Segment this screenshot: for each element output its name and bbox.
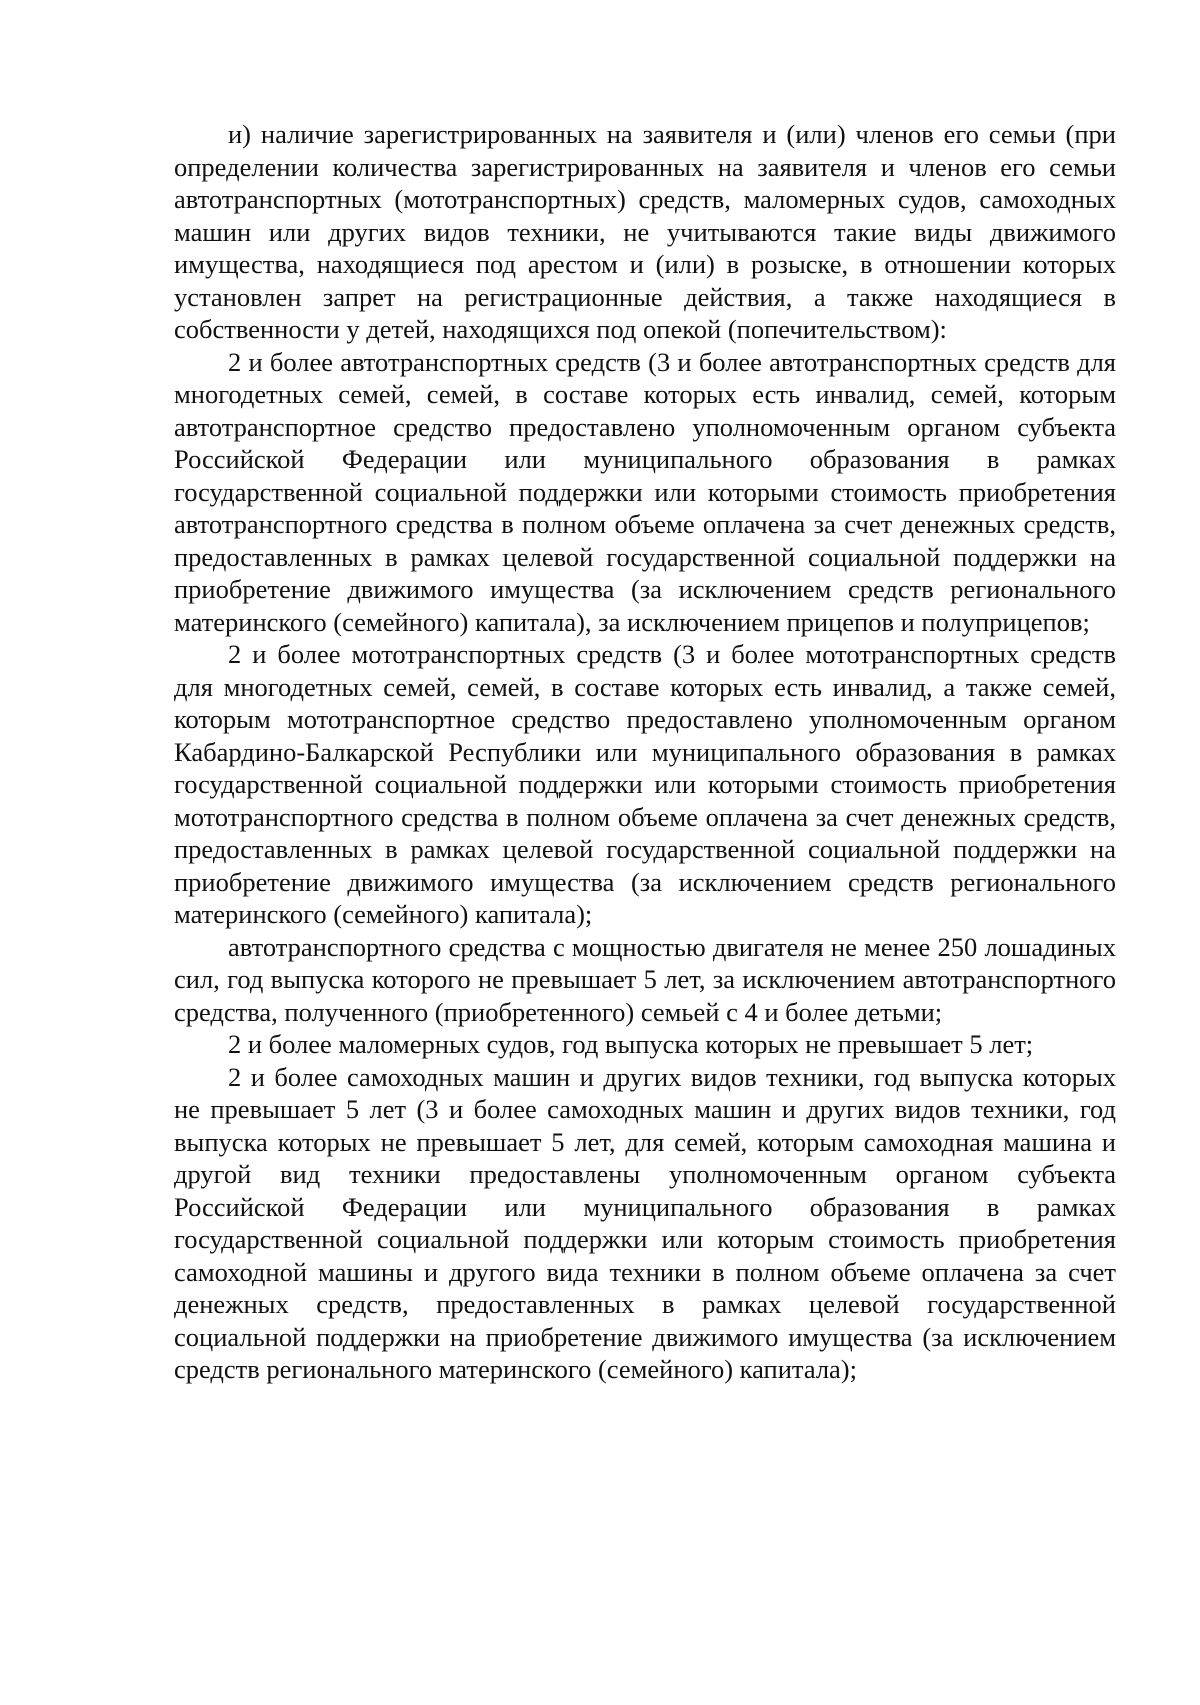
paragraph-cars: 2 и более автотранспортных средств (3 и более автотранспортных средств для многодетных семей, семей, в составе которых есть инвалид, семей, которым автотранспортное средство предоставлено уполномоченным органом субъекта Российской Федерации или муниципального образования в рамках государственной социальной поддержки или которыми стоимость приобретения автотранспортного средства в полном объеме оплачена за счет денежных средств, предоставленных в рамках целевой государственной социальной поддержки на приобретение движимого имущества (за исключением средств регионального материнского (семейного) капитала), за исключением прицепов и полуприцепов; <box>174 346 1116 637</box>
paragraph-small-vessels: 2 и более маломерных судов, год выпуска которых не превышает 5 лет; <box>228 1029 1034 1059</box>
paragraph-motorcycles: 2 и более мототранспортных средств (3 и более мототранспортных средств для многодетных семей, семей, в составе которых есть инвалид, а также семей, которым мототранспортное средство предоставлено уполномоченным органом Кабардино-Балкарской Республики или муниципального образования в рамках государственной социальной поддержки или которыми стоимость приобретения мототранспортного средства в полном объеме оплачена за счет денежных средств, предоставленных в рамках целевой государственной социальной поддержки на приобретение движимого имущества (за исключением средств регионального материнского (семейного) капитала); <box>174 639 1116 929</box>
document-body <box>174 118 1116 1386</box>
paragraph-engine-power: автотранспортного средства с мощностью двигателя не менее 250 лошадиных сил, год выпуска которого не превышает 5 лет, за исключением автотранспортного средства, полученного (приобретенного) семьей с 4 и более детьми; <box>174 931 1116 1027</box>
paragraph-item-i: и) наличие зарегистрированных на заявителя и (или) членов его семьи (при определении количества зарегистрированных на заявителя и членов его семьи автотранспортных (мототранспортных) средств, маломерных судов, самоходных машин или других видов техники, не учитываются такие виды движимого имущества, находящиеся под арестом и (или) в розыске, в отношении которых установлен запрет на регистрационные действия, а также находящиеся в собственности у детей, находящихся под опекой (попечительством): <box>174 119 1116 344</box>
paragraph-self-propelled-machines: 2 и более самоходных машин и других видов техники, год выпуска которых не превышает 5 лет (3 и более самоходных машин и других видов техники, год выпуска которых не превышает 5 лет, для семей, которым самоходная машина и другой вид техники предоставлены уполномоченным органом субъекта Российской Федерации или муниципального образования в рамках государственной социальной поддержки или которым стоимость приобретения самоходной машины и другого вида техники в полном объеме оплачена за счет денежных средств, предоставленных в рамках целевой государственной социальной поддержки на приобретение движимого имущества (за исключением средств регионального материнского (семейного) капитала); <box>174 1061 1116 1384</box>
